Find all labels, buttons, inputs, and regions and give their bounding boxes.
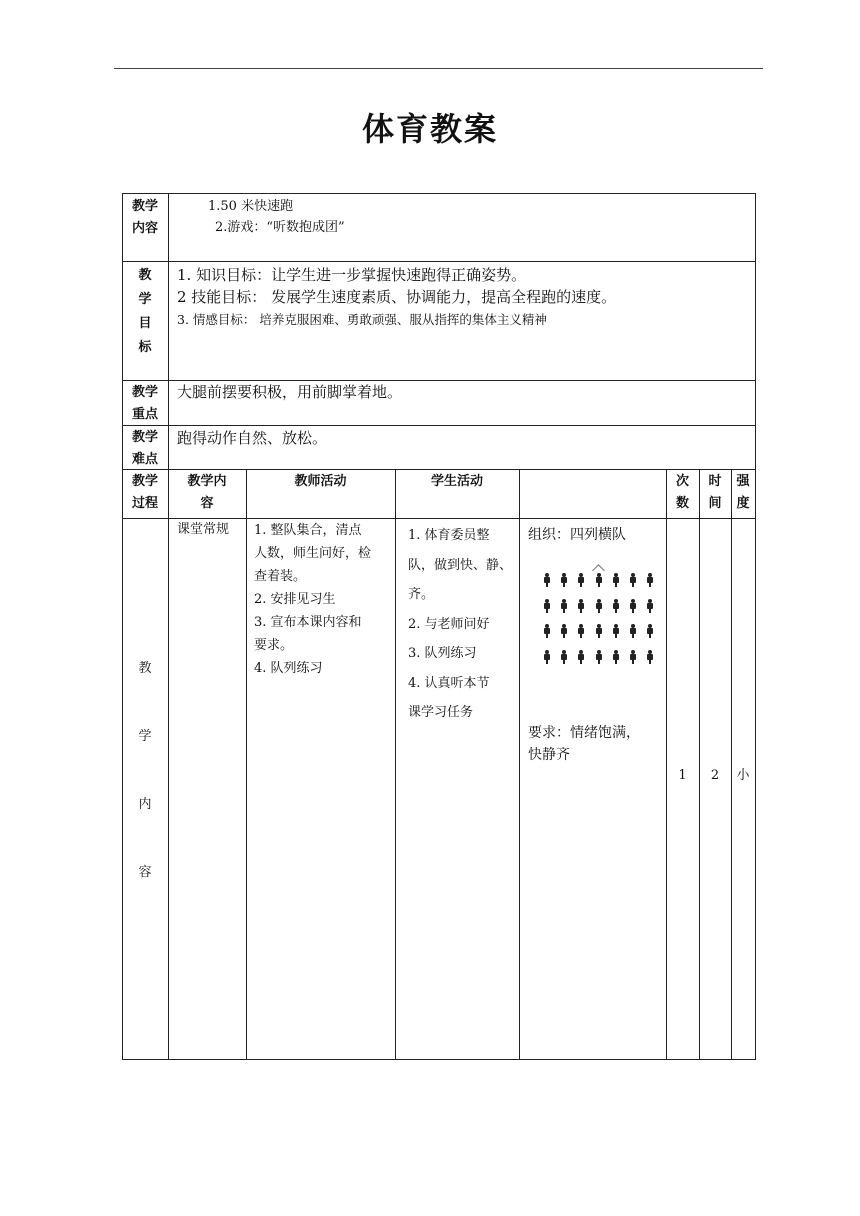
- side-label-char-4: 容: [138, 865, 152, 880]
- process-header-content: 教学内 容: [187, 474, 227, 511]
- requirement-text: 要求：情绪饱满， 快静齐: [528, 725, 640, 763]
- teacher-activities: 1. 整队集合，清点 人数，师生问好，检 查着装。 2. 安排见习生 3. 宣布本课内容和 要求。 4. 队列练习: [254, 523, 372, 676]
- process-header-stage: 教学 过程: [131, 474, 158, 511]
- key-text: 大腿前摆要积极，用前脚掌着地。: [177, 383, 403, 401]
- teacher-marker-icon: [592, 564, 605, 577]
- student-figure-icon: [613, 624, 619, 638]
- student-figure-icon: [596, 650, 602, 664]
- student-figure-icon: [647, 650, 653, 664]
- process-header-times: 次 数: [675, 474, 689, 511]
- times-value: 1: [678, 768, 687, 783]
- difficulty-text: 跑得动作自然、放松。: [177, 429, 328, 447]
- side-label-char-3: 内: [138, 797, 152, 812]
- student-figure-icon: [613, 650, 619, 664]
- student-figure-icon: [630, 624, 636, 638]
- page-title: 体育教案: [361, 110, 498, 148]
- difficulty-label: 教学 难点: [131, 430, 158, 467]
- student-figure-icon: [578, 599, 584, 613]
- student-figure-icon: [578, 624, 584, 638]
- side-label-char-2: 学: [138, 729, 152, 744]
- student-figure-icon: [613, 573, 619, 587]
- student-figure-icon: [561, 573, 567, 587]
- student-figure-icon: [596, 624, 602, 638]
- student-figure-icon: [630, 599, 636, 613]
- student-figure-icon: [647, 599, 653, 613]
- student-figure-icon: [630, 573, 636, 587]
- content-line-2: 2.游戏：“听数抱成团”: [215, 220, 345, 235]
- student-figure-icon: [561, 650, 567, 664]
- student-figure-icon: [544, 650, 550, 664]
- student-figure-icon: [578, 650, 584, 664]
- content-line-1: 1.50 米快速跑: [208, 199, 294, 214]
- student-figure-icon: [630, 650, 636, 664]
- goals-label: 教 学 目 标: [138, 268, 152, 355]
- goal-skill: 2 技能目标： 发展学生速度素质、协调能力，提高全程跑的速度。: [177, 288, 617, 306]
- process-header-minutes: 时 间: [708, 474, 722, 511]
- student-figure-icon: [647, 624, 653, 638]
- process-header-intensity: 强 度: [736, 474, 750, 511]
- student-figure-icon: [578, 573, 584, 587]
- minutes-value: 2: [710, 768, 720, 783]
- process-content: 课堂常规: [177, 522, 230, 537]
- student-figure-icon: [561, 599, 567, 613]
- student-activities: 1. 体育委员整 队，做到快、静、 齐。 2. 与老师问好 3. 队列练习 4. 认真听本节 课学习任务: [408, 528, 513, 720]
- student-figure-icon: [647, 573, 653, 587]
- organization-text: 组织：四列横队: [528, 527, 626, 543]
- student-figure-icon: [561, 624, 567, 638]
- student-figure-icon: [596, 599, 602, 613]
- side-label-char-1: 教: [138, 661, 152, 676]
- header-rule: [114, 68, 763, 69]
- process-header-teacher: 教师活动: [294, 474, 347, 489]
- content-label: 教学 内容: [131, 199, 158, 236]
- process-header-student: 学生活动: [430, 474, 483, 489]
- student-figure-icon: [544, 573, 550, 587]
- student-figure-icon: [544, 624, 550, 638]
- goal-knowledge: 1. 知识目标：让学生进一步掌握快速跑得正确姿势。: [177, 266, 527, 284]
- student-figure-icon: [544, 599, 550, 613]
- intensity-value: 小: [736, 768, 750, 783]
- goal-emotion: 3. 情感目标： 培养克服困难、勇敢顽强、服从指挥的集体主义精神: [177, 312, 547, 327]
- student-figure-icon: [613, 599, 619, 613]
- key-label: 教学 重点: [131, 385, 158, 422]
